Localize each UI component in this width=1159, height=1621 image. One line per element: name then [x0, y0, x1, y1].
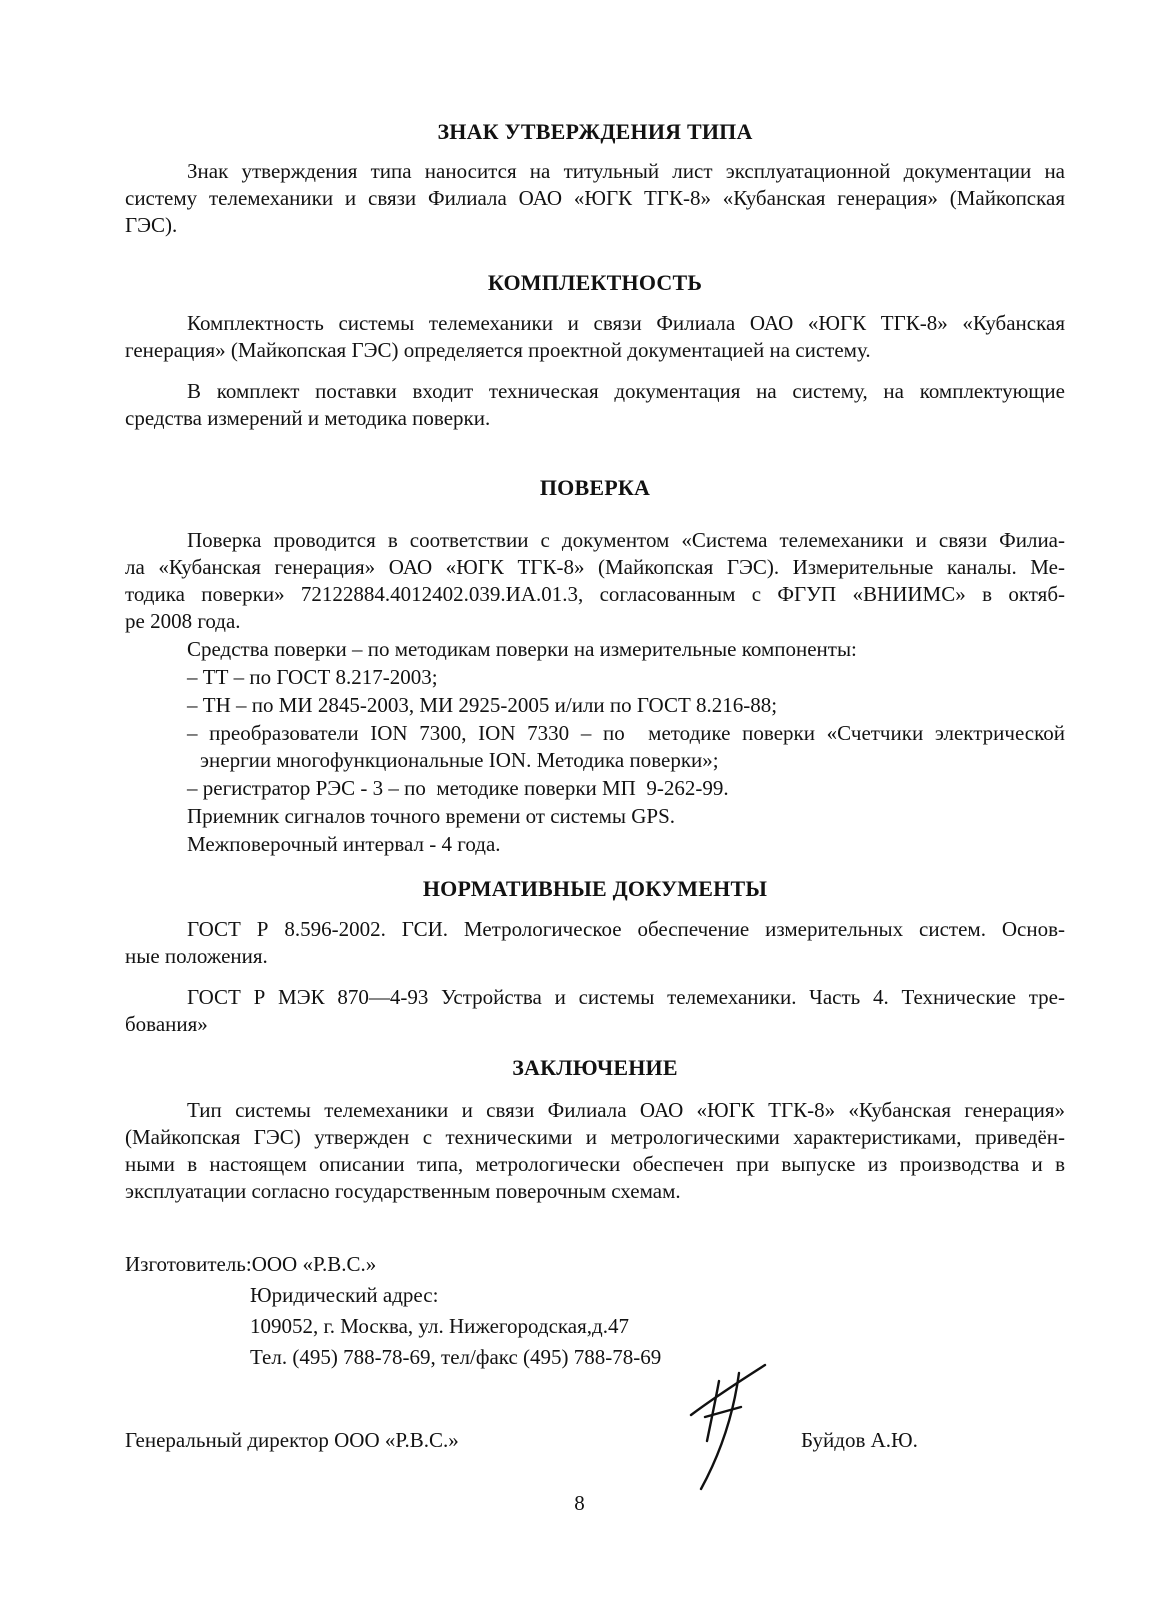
text-line: ными в настоящем описании типа, метрологически обеспечен при выпуске из производства и в [125, 1152, 1065, 1176]
text-line: ГОСТ Р 8.596-2002. ГСИ. Метрологическое обеспечение измерительных систем. Основ- [187, 917, 1065, 941]
section-body-verification [125, 527, 1065, 858]
text-line: Знак утверждения типа наносится на титульный лист эксплуатационной документации на [187, 159, 1065, 183]
manufacturer-name: ООО «Р.В.С.» [251, 1252, 377, 1276]
manufacturer-label: Изготовитель: [125, 1252, 252, 1276]
text-line: эксплуатации согласно государственным поверочным схемам. [125, 1179, 681, 1203]
text-line: Комплектность системы телемеханики и связи Филиала ОАО «ЮГК ТГК-8» «Кубанская [187, 311, 1065, 335]
manufacturer-row [125, 1249, 1065, 1280]
text-line: В комплект поставки входит техническая документация на систему, на комплектующие [187, 379, 1065, 403]
text-line: ГЭС). [125, 213, 178, 237]
section-heading-completeness: КОМПЛЕКТНОСТЬ [487, 270, 703, 295]
text-line: энергии многофункциональные ION. Методика поверки»; [200, 748, 719, 772]
paragraph [125, 692, 1065, 719]
text-line: Средства поверки – по методикам поверки на измерительные компоненты: [187, 637, 857, 661]
text-line: – ТН – по МИ 2845-2003, МИ 2925-2005 и/или по ГОСТ 8.216-88; [187, 693, 778, 717]
section-conclusion [125, 1054, 1065, 1205]
manufacturer-phone-line: Тел. (495) 788-78-69, тел/факс (495) 788-78-69 [250, 1345, 662, 1369]
text-line: ре 2008 года. [125, 609, 241, 633]
section-body-normative-documents [125, 916, 1065, 1038]
text-line: тодика поверки» 72122884.4012402.039.ИА.01.3, согласованным с ФГУП «ВНИИМС» в октяб- [125, 582, 1065, 606]
text-line: генерация» (Майкопская ГЭС) определяется проектной документацией на систему. [125, 338, 871, 362]
section-heading-verification: ПОВЕРКА [539, 475, 651, 500]
paragraph [125, 803, 1065, 830]
text-line: – регистратор РЭС - 3 – по методике поверки МП 9-262-99. [187, 776, 729, 800]
text-line: Приемник сигналов точного времени от системы GPS. [187, 804, 676, 828]
section-approval-mark [125, 118, 1065, 239]
section-body-completeness [125, 310, 1065, 432]
text-line: Поверка проводится в соответствии с документом «Система телемеханики и связи Филиа- [187, 528, 1065, 552]
text-line: Межповерочный интервал - 4 года. [187, 832, 501, 856]
paragraph [125, 158, 1065, 239]
manufacturer-address-line: 109052, г. Москва, ул. Нижегородская,д.47 [250, 1314, 629, 1338]
section-body-approval-mark [125, 158, 1065, 239]
text-line: (Майкопская ГЭС) утвержден с техническими и метрологическими характеристиками, приведён- [125, 1125, 1065, 1149]
section-completeness [125, 269, 1065, 432]
paragraph [125, 664, 1065, 691]
section-heading-conclusion: ЗАКЛЮЧЕНИЕ [512, 1055, 678, 1080]
paragraph [125, 310, 1065, 364]
section-body-conclusion [125, 1097, 1065, 1205]
signature-row [125, 1427, 1065, 1454]
text-line: ные положения. [125, 944, 268, 968]
paragraph [125, 527, 1065, 635]
section-heading-normative-documents: НОРМАТИВНЫЕ ДОКУМЕНТЫ [422, 876, 768, 901]
text-line: ла «Кубанская генерация» ОАО «ЮГК ТГК-8» (Майкопская ГЭС). Измерительные каналы. Ме- [125, 555, 1065, 579]
page-number: 8 [574, 1491, 585, 1515]
text-line: – ТТ – по ГОСТ 8.217-2003; [187, 665, 438, 689]
paragraph [125, 720, 1065, 774]
paragraph [125, 831, 1065, 858]
manufacturer-block [125, 1249, 1065, 1373]
text-line: бования» [125, 1012, 208, 1036]
section-normative-documents [125, 875, 1065, 1038]
paragraph [125, 1097, 1065, 1205]
paragraph [125, 636, 1065, 663]
paragraph [125, 775, 1065, 802]
handwritten-signature-icon [653, 1353, 783, 1493]
section-verification [125, 474, 1065, 858]
manufacturer-address-line: Юридический адрес: [250, 1283, 439, 1307]
text-line: ГОСТ Р МЭК 870—4-93 Устройства и системы телемеханики. Часть 4. Технические тре- [187, 985, 1065, 1009]
text-line: Тип системы телемеханики и связи Филиала ОАО «ЮГК ТГК-8» «Кубанская генерация» [187, 1098, 1065, 1122]
paragraph [125, 378, 1065, 432]
text-line: – преобразователи ION 7300, ION 7330 – по методике поверки «Счетчики электрической [187, 721, 1065, 745]
paragraph [125, 984, 1065, 1038]
paragraph [125, 916, 1065, 970]
signatory-title: Генеральный директор ООО «Р.В.С.» [125, 1428, 459, 1452]
section-heading-approval-mark: ЗНАК УТВЕРЖДЕНИЯ ТИПА [437, 119, 753, 144]
text-line: средства измерений и методика поверки. [125, 406, 491, 430]
signatory-name: Буйдов А.Ю. [801, 1428, 918, 1452]
text-line: систему телемеханики и связи Филиала ОАО «ЮГК ТГК-8» «Кубанская генерация» (Майкопская [125, 186, 1065, 210]
